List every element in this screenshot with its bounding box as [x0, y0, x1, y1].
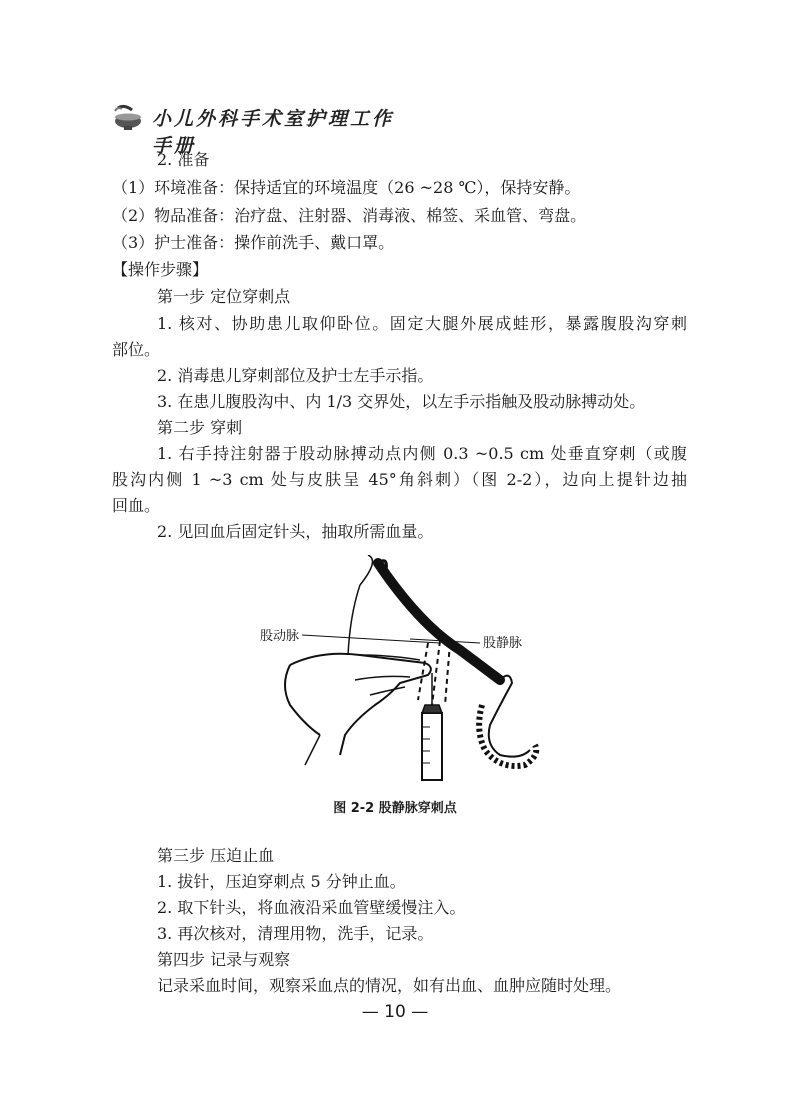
page-number: — 10 —: [361, 1002, 429, 1022]
step4-text: 记录采血时间，观察采血点的情况，如有出血、血肿应随时处理。: [157, 976, 622, 995]
step2-item1-line1: 1. 右手持注射器于股动脉搏动点内侧 0.3 ~0.5 cm 处垂直穿刺（或腹: [157, 444, 687, 463]
step1-item3: 3. 在患儿腹股沟中、内 1/3 交界处，以左手示指触及股动脉搏动处。: [157, 392, 646, 411]
step3-item2: 2. 取下针头，将血液沿采血管壁缓慢注入。: [157, 898, 466, 917]
step1-item1-line1: 1. 核对、协助患儿取仰卧位。固定大腿外展成蛙形，暴露腹股沟穿刺: [157, 314, 687, 333]
step2-item2: 2. 见回血后固定针头，抽取所需血量。: [157, 522, 434, 541]
prep-item-2: （2）物品准备：治疗盘、注射器、消毒液、棉签、采血管、弯盘。: [112, 206, 587, 225]
mortar-logo-icon: [112, 102, 146, 132]
step2-title: 第二步 穿刺: [157, 418, 243, 437]
figure-caption: 图 2-2 股静脉穿刺点: [333, 801, 457, 816]
step3-item3: 3. 再次核对，清理用物，洗手，记录。: [157, 924, 434, 943]
femoral-puncture-illustration: [250, 555, 550, 785]
running-header: [112, 100, 412, 157]
step4-title: 第四步 记录与观察: [157, 950, 291, 969]
prep-item-1: （1）环境准备：保持适宜的环境温度（26 ~28 ℃），保持安静。: [112, 178, 581, 197]
step3-item1: 1. 拔针，压迫穿刺点 5 分钟止血。: [157, 872, 406, 891]
step1-item2: 2. 消毒患儿穿刺部位及护士左手示指。: [157, 366, 434, 385]
step1-item1-line2: 部位。: [112, 340, 161, 359]
steps-heading: 【操作步骤】: [112, 260, 209, 279]
prep-heading: 2. 准备: [157, 150, 210, 169]
step2-item1-line2: 股沟内侧 1 ~3 cm 处与皮肤呈 45°角斜刺）（图 2-2），边向上提针边抽: [112, 470, 687, 489]
prep-item-3: （3）护士准备：操作前洗手、戴口罩。: [112, 233, 395, 252]
step2-item1-line3: 回血。: [112, 496, 161, 515]
label-femoral-artery: 股动脉: [260, 629, 300, 644]
step3-title: 第三步 压迫止血: [157, 846, 275, 865]
header-title: 小儿外科手术室护理工作手册: [152, 108, 395, 157]
step1-title: 第一步 定位穿刺点: [157, 287, 291, 306]
label-femoral-vein: 股静脉: [483, 636, 523, 651]
